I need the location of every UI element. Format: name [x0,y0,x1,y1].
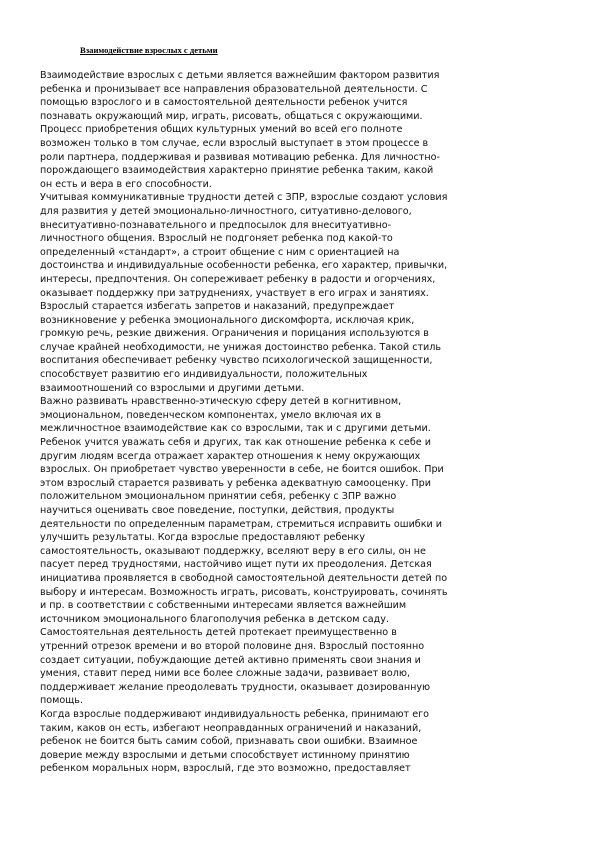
text-line: утренний отрезок времени и во второй половине дня. Взрослый постоянно [40,640,425,652]
text-line: этом взрослый старается развивать у ребенка адекватную самооценку. При [40,477,431,489]
text-line: поддерживает желание преодолевать трудности, оказывает дозированную [40,681,431,693]
text-line: инициатива проявляется в свободной самостоятельной деятельности детей по [40,572,448,584]
text-line: громкую речь, резкие движения. Ограничения и порицания используются в [40,328,429,340]
text-line: доверие между взрослыми и детьми способствует истинному принятию [40,749,410,761]
text-line: умения, ставит перед ними все более сложные задачи, развивает волю, [40,668,411,680]
text-line: улучшить результаты. Когда взрослые предоставляют ребенку [40,532,366,544]
text-line: Учитывая коммуникативные трудности детей с ЗПР, взрослые создают условия [40,192,448,204]
text-line: самостоятельность, оказывают поддержку, вселяют веру в его силы, он не [40,545,426,557]
text-line: Важно развивать нравственно-этическую сферу детей в когнитивном, [40,396,402,408]
text-line: внеситуативно-познавательного и предпосылок для внеситуативно- [40,219,392,231]
text-line: определенный «стандарт», а строит общение с ним с ориентацией на [40,246,400,258]
text-line: ребенком моральных норм, взрослый, где это возможно, предоставляет [40,763,411,775]
text-line: роли партнера, поддерживая и развивая мотивацию ребенка. Для личностно- [40,151,440,163]
text-line: ребенка и пронизывает все направления образовательной деятельности. С [40,83,428,95]
text-line: личностного общения. Взрослый не подгоняет ребенка под какой-то [40,233,393,245]
text-line: и пр. в соответствии с собственными интересами является важнейшим [40,600,407,612]
text-line: случае крайней необходимости, не унижая достоинство ребенка. Такой стиль [40,341,442,353]
text-line: помощь. [40,695,83,707]
text-line: Процесс приобретения общих культурных умений во всей его полноте [40,124,403,136]
text-line: познавать окружающий мир, играть, рисовать, общаться с окружающими. [40,110,423,122]
text-line: пасует перед трудностями, настойчиво ищет пути их преодоления. Детская [40,559,432,571]
text-line: взаимоотношений со взрослыми и другими детьми. [40,382,305,394]
text-line: оказывает поддержку при затруднениях, участвует в его играх и занятиях. [40,287,429,299]
text-line: для развития у детей эмоционально-личностного, ситуативно-делового, [40,205,412,217]
text-line: Когда взрослые поддерживают индивидуальность ребенка, принимают его [40,708,430,720]
text-line: Взрослый старается избегать запретов и наказаний, предупреждает [40,301,395,313]
text-line: порождающего взаимодействия характерно принятие ребенка таким, какой [40,165,434,177]
text-line: он есть и вера в его способности. [40,178,212,190]
text-line: Взаимодействие взрослых с детьми является важнейшим фактором развития [40,70,440,81]
text-line: научиться оценивать свое поведение, поступки, действия, продукты [40,505,395,516]
text-line: деятельности по определенным параметрам, стремиться исправить ошибки и [40,518,443,530]
document-title: Взаимодействие взрослых с детьми [80,45,218,55]
text-line: ребенок не боится быть самим собой, признавать свои ошибки. Взаимное [40,736,418,748]
text-line: выбору и интересам. Возможность играть, рисовать, конструировать, сочинять [40,586,448,598]
text-line: источником эмоционального благополучия ребенка в детском саду. [40,613,390,625]
text-line: возможен только в том случае, если взрослый выступает в этом процессе в [40,137,429,149]
text-line: создает ситуации, побуждающие детей активно применять свои знания и [40,654,421,666]
text-line: способствует развитию его индивидуальности, положительных [40,369,368,381]
text-line: воспитания обеспечивает ребенку чувство психологической защищенности, [40,355,433,367]
text-line: помощью взрослого и в самостоятельной деятельности ребенок учится [40,97,408,109]
text-line: таким, каков он есть, избегают неоправданных ограничений и наказаний, [40,722,422,734]
text-line: интересы, предпочтения. Он сопереживает ребенку в радости и огорчениях, [40,273,436,285]
text-line: Ребенок учится уважать себя и других, так как отношение ребенка к себе и [40,437,431,449]
text-line: возникновение у ребенка эмоционального дискомфорта, исключая крик, [40,314,415,326]
text-line: другим людям всегда отражает характер отношения к нему окружающих [40,450,421,462]
text-line: Самостоятельная деятельность детей протекает преимущественно в [40,627,397,639]
text-line: положительном эмоциональном принятии себя, ребенку с ЗПР важно [40,491,397,503]
text-line: достоинства и индивидуальные особенности ребенка, его характер, привычки, [40,260,448,272]
text-line: взрослых. Он приобретает чувство уверенности в себе, не боится ошибок. При [40,464,444,476]
text-line: межличностное взаимодействие как со взрослыми, так и с другими детьми. [40,423,431,435]
text-line: эмоциональном, поведенческом компонентах, умело включая их в [40,409,381,421]
document-body [40,69,560,776]
